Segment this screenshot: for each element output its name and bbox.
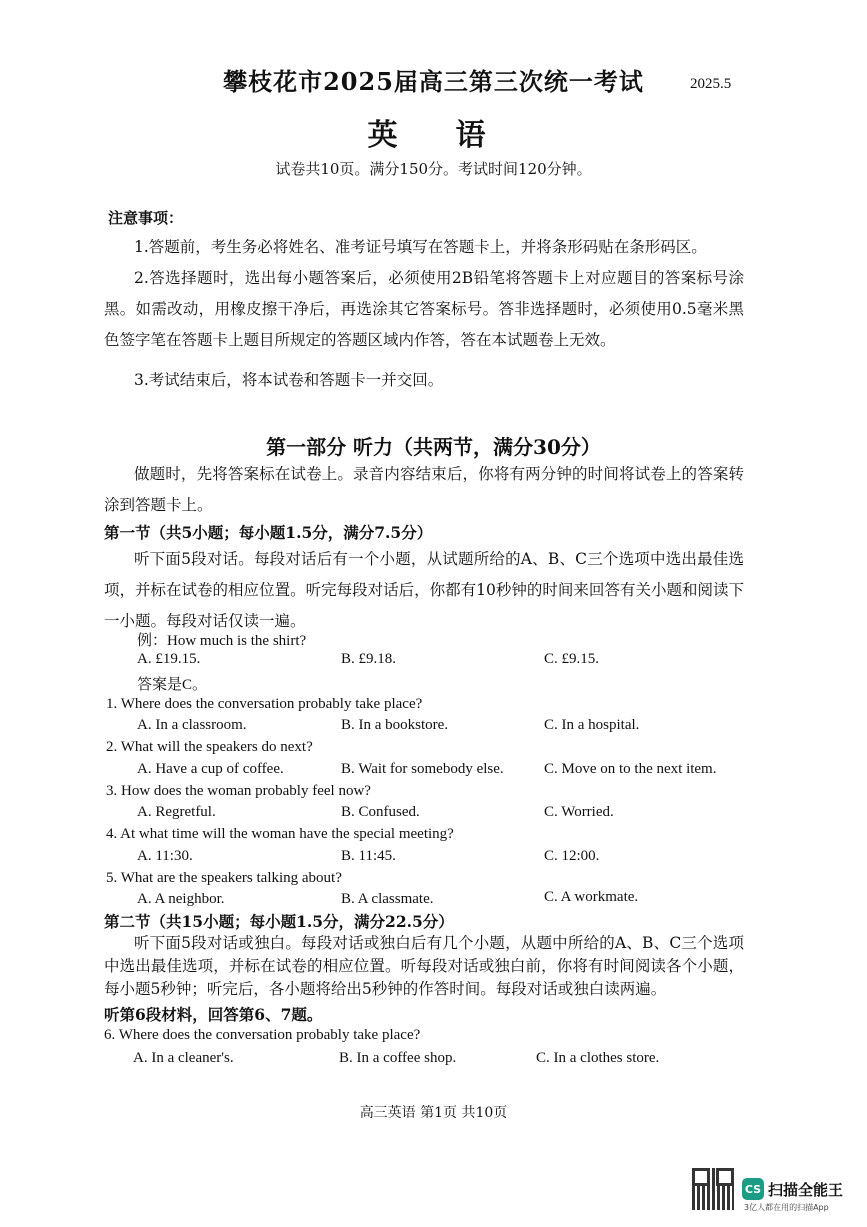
q4-option-a: A. 11:30.: [137, 848, 193, 864]
question-5: 5. What are the speakers talking about?: [106, 870, 342, 886]
q1-option-c: C. In a hospital.: [544, 717, 640, 733]
q2-option-b: B. Wait for somebody else.: [341, 761, 504, 777]
section1-intro: 听下面5段对话。每段对话后有一个小题，从试题所给的A、B、C三个选项中选出最佳选项，并标在试卷的相应位置。听完每段对话后，你都有10秒钟的时间来回答有关小题和阅读下一小题。每段对话仅读一遍。: [104, 550, 744, 630]
part1-title: 第一部分 听力（共两节，满分30分）: [266, 435, 601, 459]
q3-option-c: C. Worried.: [544, 804, 614, 820]
section2-title: 第二节（共15小题；每小题1.5分，满分22.5分）: [104, 912, 454, 931]
q1-option-a: A. In a classroom.: [137, 717, 247, 733]
q3-option-b: B. Confused.: [341, 804, 420, 820]
example-option-b: B. £9.18.: [341, 651, 397, 667]
brand-tagline: 3亿人都在用的扫描App: [744, 1203, 829, 1212]
q5-option-a: A. A neighbor.: [137, 891, 225, 907]
q5-option-c: C. A workmate.: [544, 889, 639, 905]
camscanner-logo-icon: CS: [742, 1178, 764, 1200]
example-question: 例：How much is the shirt?: [137, 633, 307, 649]
notes-title: 注意事项：: [108, 209, 184, 227]
question-3: 3. How does the woman probably feel now?: [106, 783, 371, 799]
example-option-a: A. £19.15.: [137, 651, 201, 667]
q1-option-b: B. In a bookstore.: [341, 717, 449, 733]
exam-date: 2025.5: [690, 76, 732, 92]
q6-option-a: A. In a cleaner's.: [133, 1050, 234, 1066]
exam-info: 试卷共10页。满分150分。考试时间120分钟。: [275, 160, 592, 178]
q5-option-b: B. A classmate.: [341, 891, 434, 907]
exam-title: 攀枝花市2025届高三第三次统一考试: [223, 67, 644, 96]
q6-option-c: C. In a clothes store.: [536, 1050, 660, 1066]
material-instruction: 听第6段材料，回答第6、7题。: [104, 1005, 323, 1024]
q3-option-a: A. Regretful.: [137, 804, 216, 820]
brand-name: 扫描全能王: [768, 1180, 844, 1199]
note-item-2: 2.答选择题时，选出每小题答案后，必须使用2B铅笔将答题卡上对应题目的答案标号涂黑。如需改动，用橡皮擦干净后，再选涂其它答案标号。答非选择题时，必须使用0.5毫米黑色签字笔在答题卡上题目所规定的答题区域内作答，答在本试题卷上无效。: [104, 269, 744, 349]
example-answer: 答案是C。: [137, 677, 208, 693]
q4-option-c: C. 12:00.: [544, 848, 600, 864]
page-footer: 高三英语 第1页 共10页: [359, 1105, 508, 1121]
part1-intro: 做题时，先将答案标在试卷上。录音内容结束后，你将有两分钟的时间将试卷上的答案转涂到答题卡上。: [104, 465, 744, 514]
section2-intro: 听下面5段对话或独白。每段对话或独白后有几个小题，从题中所给的A、B、C三个选项中选出最佳选项，并标在试卷的相应位置。听每段对话或独白前，你将有时间阅读各个小题，每小题5秒钟；听完后，各小题将给出5秒钟的作答时间。每段对话或独白读两遍。: [104, 934, 744, 998]
section1-title: 第一节（共5小题；每小题1.5分，满分7.5分）: [104, 523, 433, 542]
subject-title: 英 语: [367, 118, 500, 153]
question-2: 2. What will the speakers do next?: [106, 739, 313, 755]
note-item-3: 3.考试结束后，将本试卷和答题卡一并交回。: [134, 371, 444, 389]
q2-option-c: C. Move on to the next item.: [544, 761, 717, 777]
question-6: 6. Where does the conversation probably take place?: [104, 1027, 421, 1043]
question-1: 1. Where does the conversation probably take place?: [106, 696, 423, 712]
q2-option-a: A. Have a cup of coffee.: [137, 761, 284, 777]
example-option-c: C. £9.15.: [544, 651, 600, 667]
question-4: 4. At what time will the woman have the special meeting?: [106, 826, 454, 842]
qr-code-icon: [692, 1168, 734, 1210]
q6-option-b: B. In a coffee shop.: [339, 1050, 457, 1066]
note-item-1: 1.答题前，考生务必将姓名、准考证号填写在答题卡上，并将条形码贴在条形码区。: [134, 238, 707, 256]
q4-option-b: B. 11:45.: [341, 848, 396, 864]
